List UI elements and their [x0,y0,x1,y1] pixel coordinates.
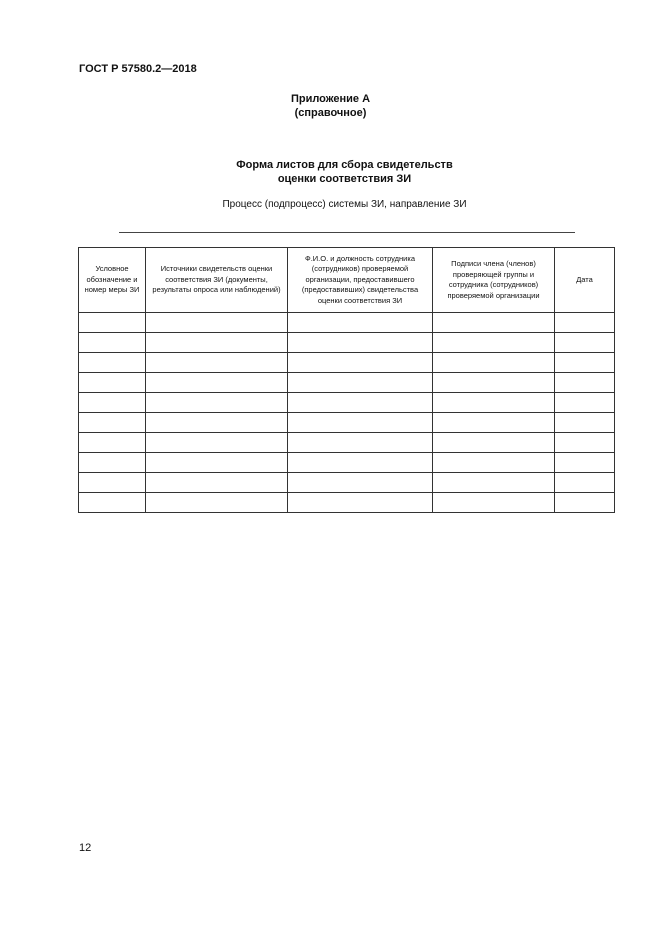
table-cell [79,453,146,473]
process-fill-line [119,232,575,233]
table-cell [79,333,146,353]
table-cell [433,353,555,373]
table-cell [146,433,288,453]
table-cell [555,313,615,333]
table-cell [433,493,555,513]
table-cell [288,433,433,453]
table-cell [288,493,433,513]
table-row [79,493,615,513]
header-date: Дата [555,248,615,313]
table-body [79,313,615,513]
table-cell [146,493,288,513]
table-cell [288,453,433,473]
table-cell [79,313,146,333]
table-cell [79,433,146,453]
table-cell [79,373,146,393]
header-evidence-sources: Источники свидетельств оценки соответствия ЗИ (документы, результаты опроса или наблюдений) [146,248,288,313]
table-cell [433,453,555,473]
table-cell [555,333,615,353]
table-cell [288,473,433,493]
table-cell [79,473,146,493]
table-row [79,353,615,373]
table-cell [555,433,615,453]
table-cell [433,393,555,413]
table-cell [288,353,433,373]
table-header-row [79,248,615,313]
header-measure-code: Условное обозначение и номер меры ЗИ [79,248,146,313]
table-row [79,433,615,453]
table-cell [433,333,555,353]
process-label: Процесс (подпроцесс) системы ЗИ, направление ЗИ [222,199,467,210]
table-cell [555,493,615,513]
table-cell [555,413,615,433]
appendix-note: (справочное) [294,107,367,119]
table-cell [146,313,288,333]
table-cell [555,353,615,373]
table-cell [288,393,433,413]
table-row [79,333,615,353]
table-cell [555,453,615,473]
table-cell [433,373,555,393]
table-cell [79,353,146,373]
appendix-title: Приложение А [290,93,371,105]
table-cell [79,413,146,433]
table-row [79,413,615,433]
table-cell [146,453,288,473]
table-cell [146,353,288,373]
table-cell [288,333,433,353]
table-cell [433,413,555,433]
doc-code: ГОСТ Р 57580.2—2018 [79,63,197,75]
table-cell [288,413,433,433]
form-title-line-1: Форма листов для сбора свидетельств [236,159,453,171]
table-cell [555,393,615,413]
table-cell [555,373,615,393]
table-cell [146,333,288,353]
header-employee-name: Ф.И.О. и должность сотрудника (сотрудников) проверяемой организации, предоставившего (предоставивших) свидетельства оценки соответствия ЗИ [288,248,433,313]
table-cell [555,473,615,493]
table-cell [146,373,288,393]
table-cell [79,493,146,513]
table-row [79,373,615,393]
table-cell [433,433,555,453]
table-cell [146,473,288,493]
table-cell [288,373,433,393]
table-row [79,473,615,493]
evidence-form-table [78,247,615,513]
table-cell [288,313,433,333]
table-cell [433,473,555,493]
page-number: 12 [79,842,92,854]
header-signatures: Подписи члена (членов) проверяющей группы и сотрудника (сотрудников) проверяемой организации [433,248,555,313]
table-row [79,393,615,413]
table-row [79,453,615,473]
table-row [79,313,615,333]
table-cell [146,393,288,413]
table-cell [79,393,146,413]
form-title-line-2: оценки соответствия ЗИ [277,173,412,185]
table-cell [433,313,555,333]
table-cell [146,413,288,433]
